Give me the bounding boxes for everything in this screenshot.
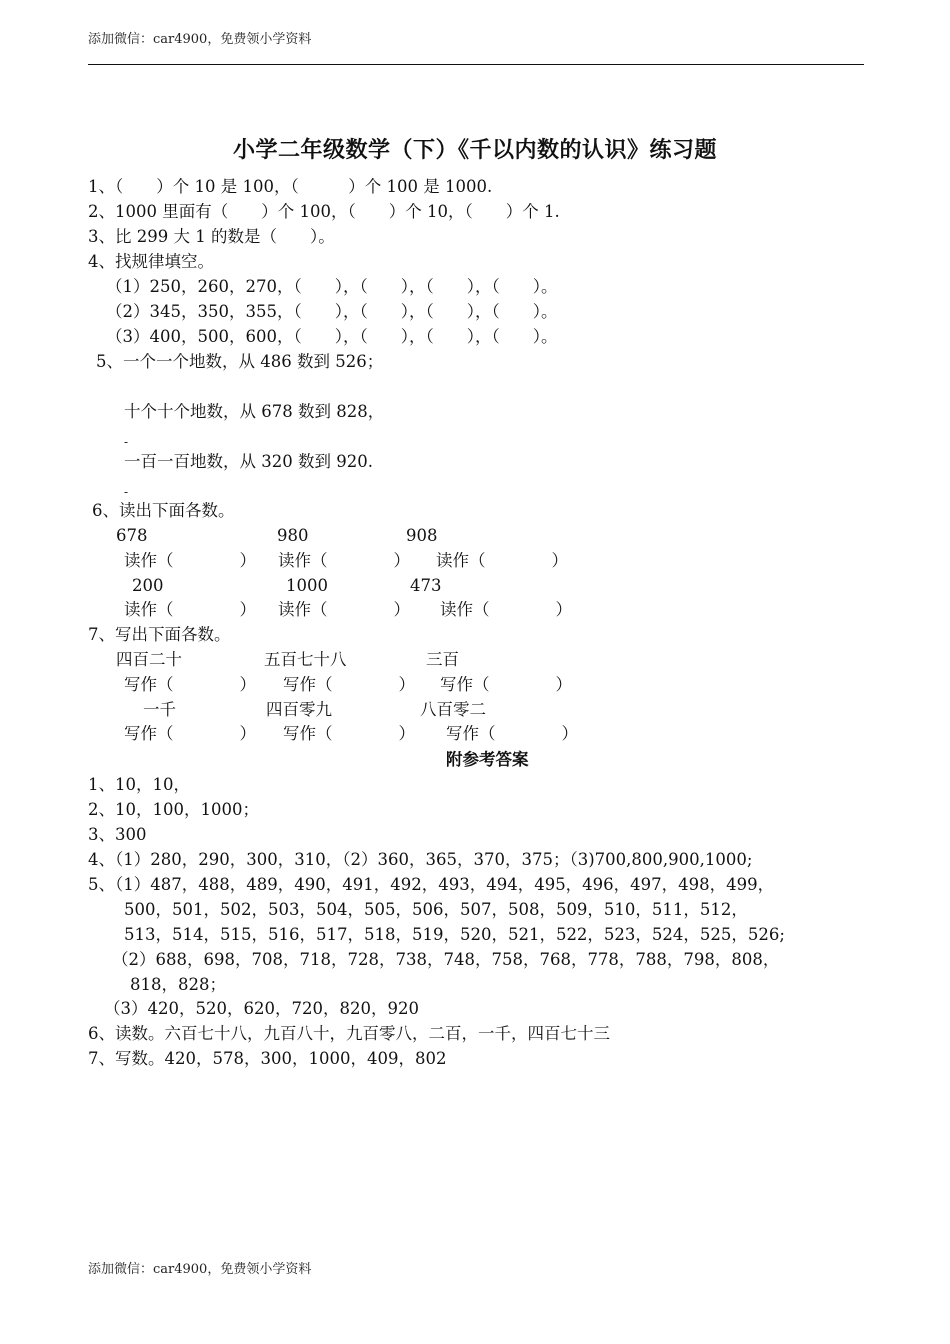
q6-read-blank: 读作（ ） [124,551,256,570]
header-rule [88,64,864,65]
answer-5-line: 818，828； [130,975,226,994]
answer-2: 2、10，100，1000； [88,800,259,819]
footer-note: 添加微信：car4900，免费领小学资料 [88,1262,312,1277]
answer-3: 3、300 [88,825,147,844]
q7-word: 一千 [143,700,176,719]
q7-write-blank: 写作（ ） [124,675,256,694]
question-1: 1、（ ）个 10 是 100，（ ）个 100 是 1000. [88,177,493,196]
q6-number: 980 [277,526,309,545]
answer-5: 5、（1）487，488，489，490，491，492，493，494，495，496，497，498，499， [88,875,775,894]
dash-mark: - [124,435,129,449]
q7-write-blank: 写作（ ） [446,724,578,743]
q6-read-blank: 读作（ ） [440,600,572,619]
question-3: 3、比 299 大 1 的数是（ ）。 [88,227,335,246]
q6-number: 678 [116,526,148,545]
answer-5-line: （3）420，520，620，720，820，920 [104,999,419,1018]
question-4-3: （3）400，500，600，（ ），（ ），（ ），（ ）。 [106,327,558,346]
answer-5-line: 500，501，502，503，504，505，506，507，508，509，510，511，512， [124,900,748,919]
answer-6: 6、读数。六百七十八，九百八十，九百零八，二百，一千，四百七十三 [88,1024,610,1043]
q6-number: 200 [132,576,164,595]
answer-7: 7、写数。420，578，300，1000，409，802 [88,1049,447,1068]
answer-1: 1、10，10， [88,775,190,794]
question-5-b: 十个十个地数，从 678 数到 828， [124,402,385,421]
q6-read-blank: 读作（ ） [124,600,256,619]
answer-4: 4、（1）280，290，300，310，（2）360，365，370，375；（3)700,800,900,1000; [88,850,753,869]
answer-5-line: （2）688，698，708，718，728，738，748，758，768，778，788，798，808， [112,950,780,969]
q7-word: 四百零九 [266,700,332,719]
question-2: 2、1000 里面有（ ）个 100，（ ）个 10，（ ）个 1. [88,202,560,221]
q7-write-blank: 写作（ ） [283,675,415,694]
q7-word: 八百零二 [420,700,486,719]
dash-mark: - [124,485,129,499]
q7-write-blank: 写作（ ） [124,724,256,743]
q6-number: 908 [406,526,438,545]
question-5-c: 一百一百地数，从 320 数到 920. [124,452,373,471]
question-5: 5、一个一个地数，从 486 数到 526； [96,352,384,371]
question-7: 7、写出下面各数。 [88,625,231,644]
q6-number: 1000 [286,576,328,595]
page-title: 小学二年级数学（下）《千以内数的认识》练习题 [232,137,717,163]
header-note: 添加微信：car4900，免费领小学资料 [88,32,312,47]
answer-5-line: 513，514，515，516，517，518，519，520，521，522，523，524，525，526; [124,925,785,944]
answers-heading: 附参考答案 [446,750,529,769]
q6-number: 473 [410,576,442,595]
q7-write-blank: 写作（ ） [283,724,415,743]
q7-word: 五百七十八 [264,650,347,669]
question-4-1: （1）250，260，270，（ ），（ ），（ ），（ ）。 [106,277,558,296]
q7-write-blank: 写作（ ） [440,675,572,694]
question-4-2: （2）345，350，355，（ ），（ ），（ ），（ ）。 [106,302,558,321]
question-6: 6、读出下面各数。 [92,501,235,520]
q6-read-blank: 读作（ ） [278,600,410,619]
question-4: 4、找规律填空。 [88,252,214,271]
q7-word: 三百 [426,650,459,669]
q6-read-blank: 读作（ ） [278,551,410,570]
q6-read-blank: 读作（ ） [436,551,568,570]
q7-word: 四百二十 [116,650,182,669]
